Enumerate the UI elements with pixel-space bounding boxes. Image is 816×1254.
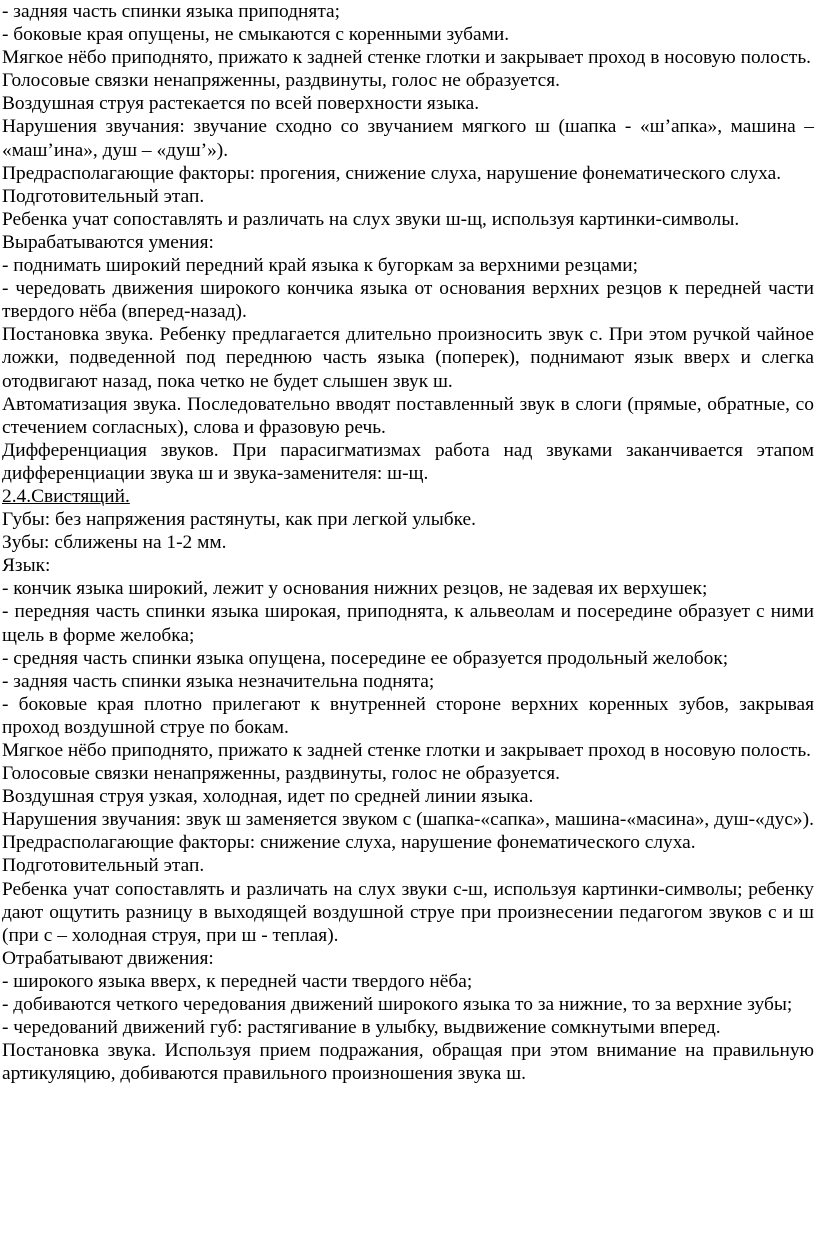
paragraph: Ребенка учат сопоставлять и различать на слух звуки ш-щ, используя картинки-символы. [2,208,740,230]
paragraph: Постановка звука. Используя прием подражания, обращая при этом внимание на правильную артикуляцию, добиваются правильного произношения звука ш. [2,1040,814,1085]
paragraph: - передняя часть спинки языка широкая, приподнята, к альвеолам и посередине образует с ними щель в форме желобка; [2,601,814,646]
paragraph: Подготовительный этап. [2,855,205,877]
paragraph: Мягкое нёбо приподнято, прижато к задней стенке глотки и закрывает проход в носовую полость. [2,47,812,69]
paragraph: Язык: [2,555,51,577]
section-heading [2,485,814,508]
paragraph: Мягкое нёбо приподнято, прижато к задней стенке глотки и закрывает проход в носовую полость. [2,740,812,761]
paragraph: - боковые края плотно прилегают к внутренней стороне верхних коренных зубов, закрывая проход воздушной струе по бокам. [2,693,814,738]
paragraph: - кончик языка широкий, лежит у основания нижних резцов, не задевая их верхушек; [2,578,708,600]
paragraph: Нарушения звучания: звук ш заменяется звуком с (шапка-«сапка», машина-«масина», душ-«дус»). [2,809,814,831]
paragraph: - боковые края опущены, не смыкаются с коренными зубами. [2,24,510,46]
paragraph: - чередований движений губ: растягивание в улыбку, выдвижение сомкнутыми вперед. [2,1017,721,1039]
paragraph: Воздушная струя растекается по всей поверхности языка. [2,93,480,115]
paragraph: Воздушная струя узкая, холодная, идет по средней линии языка. [2,786,534,808]
paragraph: - добиваются четкого чередования движений широкого языка то за нижние, то за верхние зубы; [2,994,793,1016]
paragraph: Голосовые связки ненапряженны, раздвинуты, голос не образуется. [2,763,560,785]
paragraph: Отрабатывают движения: [2,947,214,969]
paragraph: - задняя часть спинки языка приподнята; [2,1,341,22]
paragraph: - задняя часть спинки языка незначительна поднята; [2,670,435,692]
paragraph: - средняя часть спинки языка опущена, посередине ее образуется продольный желобок; [2,647,729,669]
section-heading-text: 2.4.Свистящий. [2,485,130,507]
paragraph: Постановка звука. Ребенку предлагается длительно произносить звук с. При этом ручкой чайное ложки, подведенной под переднюю часть языка (поперек), поднимают язык вверх и слегка отодвигают назад, пока четко не будет слышен звук ш. [2,324,814,392]
paragraph: Предрасполагающие факторы: снижение слуха, нарушение фонематического слуха. [2,832,696,854]
paragraph: - поднимать широкий передний край языка к бугоркам за верхними резцами; [2,255,638,277]
paragraph: Голосовые связки ненапряженны, раздвинуты, голос не образуется. [2,70,560,92]
paragraph: Предрасполагающие факторы: прогения, снижение слуха, нарушение фонематического слуха. [2,162,782,184]
paragraph: Ребенка учат сопоставлять и различать на слух звуки с-ш, используя картинки-символы; ребенку дают ощутить разницу в выходящей воздушной струе при произнесении педагогом звуков с и ш (при с – холодная струя, при ш - теплая). [2,878,814,946]
paragraph: Автоматизация звука. Последовательно вводят поставленный звук в слоги (прямые, обратные, со стечением согласных), слова и фразовую речь. [2,393,814,438]
paragraph: Вырабатываются умения: [2,231,214,253]
paragraph: Губы: без напряжения растянуты, как при легкой улыбке. [2,509,476,531]
paragraph: - широкого языка вверх, к передней части твердого нёба; [2,970,473,992]
paragraph: - чередовать движения широкого кончика языка от основания верхних резцов к передней части твердого нёба (вперед-назад). [2,278,814,323]
paragraph: Нарушения звучания: звучание сходно со звучанием мягкого ш (шапка - «ш’апка», машина – «маш’ина», душ – «душ’»). [2,116,814,161]
document-body [2,0,814,1085]
paragraph: Подготовительный этап. [2,185,205,207]
paragraph: Дифференциация звуков. При парасигматизмах работа над звуками заканчивается этапом дифференциации звука ш и звука-заменителя: ш-щ. [2,439,814,484]
paragraph: Зубы: сближены на 1-2 мм. [2,532,227,554]
